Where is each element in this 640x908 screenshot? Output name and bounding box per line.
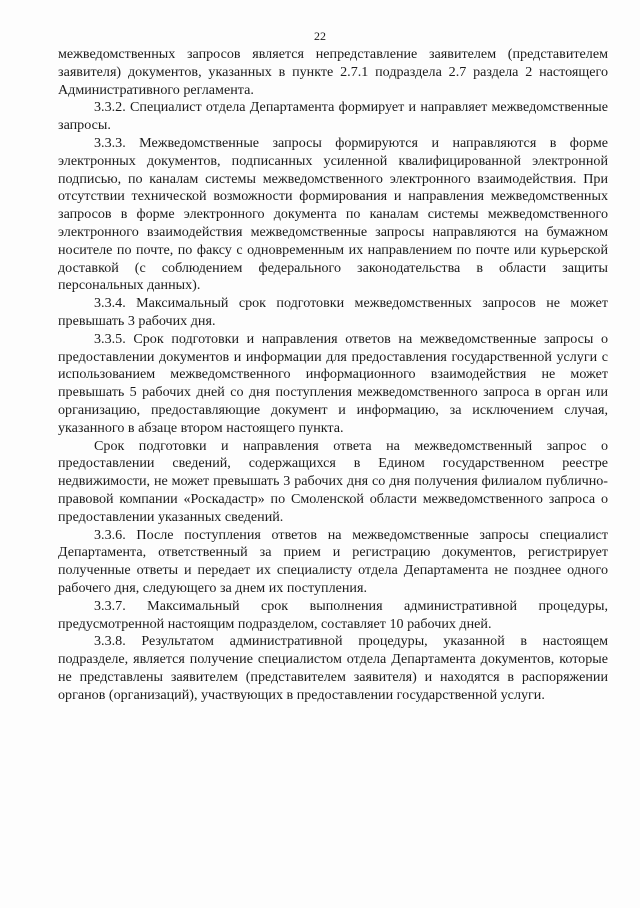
paragraph-3-3-8: 3.3.8. Результатом административной процедуры, указанной в настоящем подразделе, является получение специалистом отдела Департамента документов, которые не представлены заявителем (представителем заявителя) и находятся в распоряжении органов (организаций), участвующих в предоставлении государственной услуги. — [58, 633, 608, 703]
paragraph-3-3-2: 3.3.2. Специалист отдела Департамента формирует и направляет межведомственные запросы. — [58, 99, 608, 134]
paragraph-3-3-3: 3.3.3. Межведомственные запросы формируются и направляются в форме электронных документов, подписанных усиленной квалифицированной электронной подписью, по каналам системы межведомственного электронного взаимодействия. При отсутствии технической возможности формирования и направления межведомственных запросов в форме электронного документа по каналам системы межведомственного электронного взаимодействия межведомственные запросы направляются на бумажном носителе по почте, по факсу с одновременным их направлением по почте или курьерской доставкой (с соблюдением федерального законодательства в области защиты персональных данных). — [58, 134, 608, 294]
paragraph-3-3-4: 3.3.4. Максимальный срок подготовки межведомственных запросов не может превышать 3 рабочих дня. — [58, 295, 608, 329]
paragraph-intro-continuation: межведомственных запросов является непредставление заявителем (представителем заявителя) документов, указанных в пункте 2.7.1 подраздела 2.7 раздела 2 настоящего Административного регламента. — [58, 46, 608, 98]
paragraph-3-3-6: 3.3.6. После поступления ответов на межведомственные запросы специалист Департамента, ответственный за прием и регистрацию документов, регистрирует полученные ответы и передает их специалисту отдела Департамента не позднее одного рабочего дня, следующего за днем их поступления. — [58, 526, 608, 596]
paragraph-3-3-7: 3.3.7. Максимальный срок выполнения административной процедуры, предусмотренной настоящим подразделом, составляет 10 рабочих дней. — [58, 597, 608, 632]
page-number: 22 — [314, 29, 326, 43]
paragraph-3-3-5: 3.3.5. Срок подготовки и направления ответов на межведомственные запросы о предоставлении документов и информации для предоставления государственной услуги с использованием межведомственного информационного взаимодействия не может превышать 5 рабочих дней со дня поступления межведомственного запроса в орган или организацию, предоставляющие документ и информацию, за исключением случая, указанного в абзаце втором настоящего пункта. — [58, 330, 608, 436]
document-body — [58, 46, 608, 704]
paragraph-3-3-5-second: Срок подготовки и направления ответа на межведомственный запрос о предоставлении сведений, содержащихся в Едином государственном реестре недвижимости, не может превышать 3 рабочих дня со дня получения филиалом публично-правовой компании «Роскадастр» по Смоленской области межведомственного запроса о предоставлении указанных сведений. — [58, 437, 608, 525]
